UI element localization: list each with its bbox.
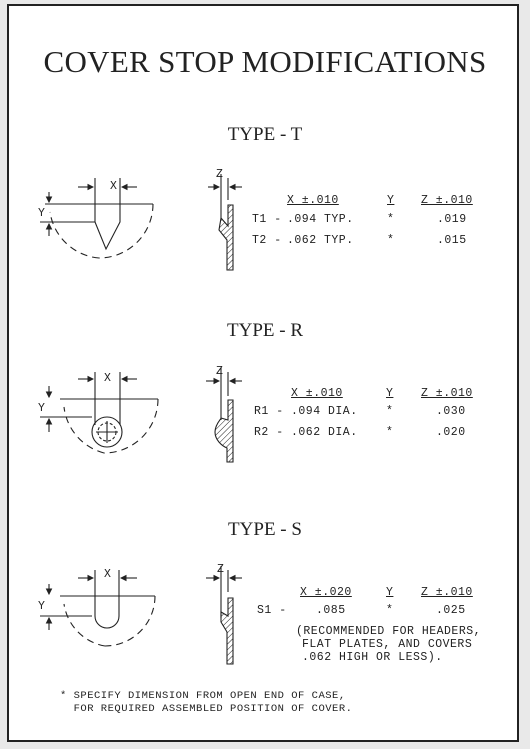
type-t-col-y: Y bbox=[387, 194, 395, 207]
type-t-side-view bbox=[208, 174, 242, 270]
type-s-z-dim-label: Z bbox=[217, 563, 225, 576]
type-t-row-x: .062 TYP. bbox=[287, 234, 354, 247]
type-s-remark-line: .062 HIGH OR LESS). bbox=[302, 651, 443, 664]
type-s-row-x: .085 bbox=[316, 604, 346, 617]
type-r-row-code: R2 - bbox=[254, 426, 284, 439]
type-r-x-dim-label: X bbox=[104, 372, 112, 385]
type-r-heading: TYPE - R bbox=[227, 320, 303, 341]
type-t-z-dim-label: Z bbox=[216, 168, 224, 181]
type-s-col-z: Z ±.010 bbox=[421, 586, 473, 599]
type-t-front-view bbox=[40, 178, 153, 258]
type-r-row-x: .094 DIA. bbox=[291, 405, 358, 418]
footnote-line: * SPECIFY DIMENSION FROM OPEN END OF CASE, bbox=[60, 690, 346, 702]
footnote-line: FOR REQUIRED ASSEMBLED POSITION OF COVER. bbox=[60, 703, 353, 715]
type-r-row-y: * bbox=[386, 426, 394, 439]
type-t-row-x: .094 TYP. bbox=[287, 213, 354, 226]
type-r-z-dim-label: Z bbox=[216, 365, 224, 378]
type-r-front-view bbox=[40, 372, 158, 453]
type-s-y-dim-label: Y bbox=[38, 600, 46, 613]
type-t-col-x: X ±.010 bbox=[287, 194, 339, 207]
type-t-x-dim-label: X bbox=[110, 180, 118, 193]
type-s-remark-line: FLAT PLATES, AND COVERS bbox=[302, 638, 473, 651]
type-s-row-y: * bbox=[386, 604, 394, 617]
type-s-row-z: .025 bbox=[436, 604, 466, 617]
type-t-row-y: * bbox=[387, 234, 395, 247]
type-r-row-z: .030 bbox=[436, 405, 466, 418]
type-r-col-x: X ±.010 bbox=[291, 387, 343, 400]
type-t-col-z: Z ±.010 bbox=[421, 194, 473, 207]
type-s-col-x: X ±.020 bbox=[300, 586, 352, 599]
type-s-heading: TYPE - S bbox=[228, 519, 302, 540]
type-t-row-code: T1 - bbox=[252, 213, 282, 226]
type-t-row-code: T2 - bbox=[252, 234, 282, 247]
type-t-heading: TYPE - T bbox=[227, 124, 303, 145]
type-s-x-dim-label: X bbox=[104, 568, 112, 581]
type-t-y-dim-label: Y bbox=[38, 207, 46, 220]
type-r-y-dim-label: Y bbox=[38, 402, 46, 415]
document-title: COVER STOP MODIFICATIONS bbox=[43, 44, 487, 79]
type-r-row-z: .020 bbox=[436, 426, 466, 439]
type-t-row-z: .015 bbox=[437, 234, 467, 247]
type-r-row-code: R1 - bbox=[254, 405, 284, 418]
type-t-row-z: .019 bbox=[437, 213, 467, 226]
type-r-row-y: * bbox=[386, 405, 394, 418]
type-s-side-view bbox=[206, 566, 242, 664]
type-r-col-z: Z ±.010 bbox=[421, 387, 473, 400]
type-s-remark-line: (RECOMMENDED FOR HEADERS, bbox=[296, 625, 482, 638]
type-r-row-x: .062 DIA. bbox=[291, 426, 358, 439]
type-r-col-y: Y bbox=[386, 387, 394, 400]
type-s-front-view bbox=[40, 570, 155, 646]
type-s-col-y: Y bbox=[386, 586, 394, 599]
type-r-side-view bbox=[206, 368, 242, 462]
type-t-row-y: * bbox=[387, 213, 395, 226]
type-s-row-code: S1 - bbox=[257, 604, 287, 617]
